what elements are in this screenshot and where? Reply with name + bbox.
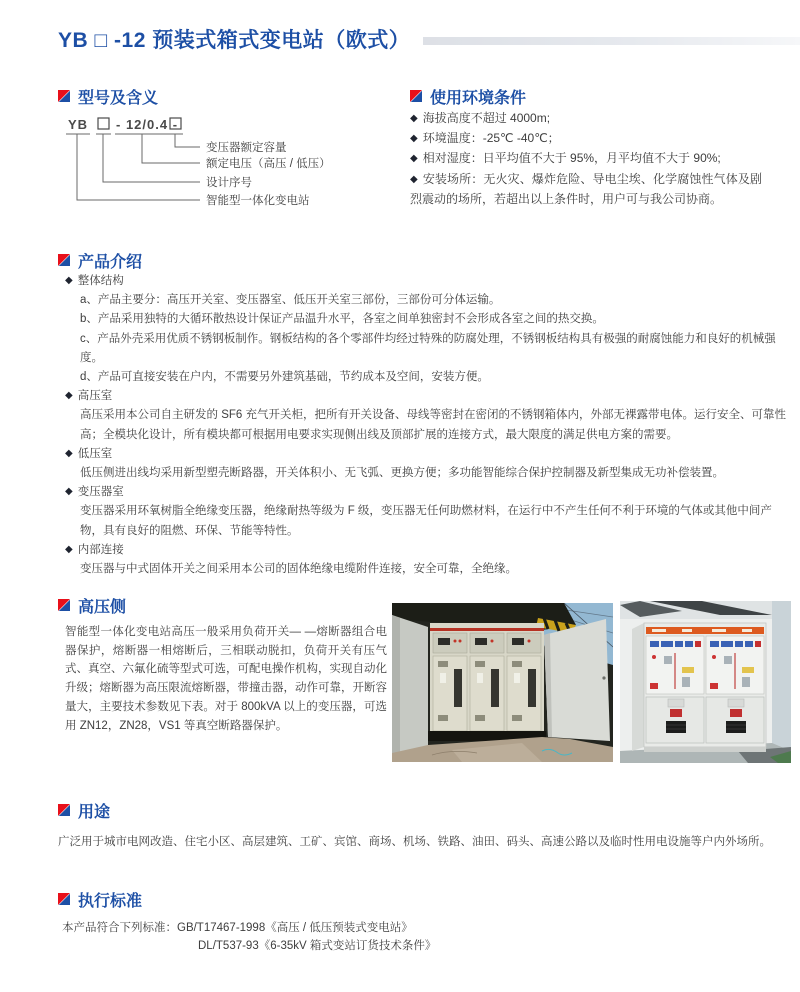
intro-group-title: ◆ 低压室 [65, 447, 113, 460]
diamond-bullet-icon: ◆ [65, 543, 73, 555]
section-marker-icon [58, 893, 70, 905]
diamond-bullet-icon: ◆ [410, 173, 418, 185]
intro-line: a、产品主要分：高压开关室、变压器室、低压开关室三部份，三部份可分体运输。 [80, 294, 501, 307]
model-label: 额定电压（高压 / 低压） [206, 158, 331, 170]
diamond-bullet-icon: ◆ [410, 153, 418, 165]
intro-line: 变压器与中式固体开关之间采用本公司的固体绝缘电缆附件连接，安全可靠，全绝缘。 [80, 563, 517, 576]
intro-group-title: ◆ 高压室 [65, 390, 113, 403]
section-title: 使用环境条件 [430, 89, 527, 107]
list-item [410, 109, 796, 129]
section-marker-icon [58, 804, 70, 816]
model-connectors [77, 134, 200, 200]
intro-line: c、产品外壳采用优质不锈钢板制作。钢板结构的各个零部件均经过特殊的防腐处理，不锈钢板结构具有极强的耐腐蚀能力和良好的机械强度。 [80, 332, 776, 364]
intro-group-title: ◆ 整体结构 [65, 275, 124, 287]
standards-line: 本产品符合下列标准：GB/T17467-1998《高压 / 低压预装式变电站》 [62, 922, 413, 934]
intro-line: 高压采用本公司自主研发的 SF6 充气开关柜，把所有开关设备、母线等密封在密闭的不锈钢箱体内，外部无裸露带电体。运行安全、可靠性高；全模块化设计，所有模块都可根据用电要求实现侧出线及顶部扩展的连接方式，最大限度的满足供电方案的需要。 [80, 409, 786, 441]
section-title: 产品介绍 [78, 253, 143, 271]
list-item-text: 环境温度：-25℃ -40℃； [422, 131, 560, 146]
title-decor-bar [423, 37, 800, 45]
diamond-bullet-icon: ◆ [65, 486, 73, 498]
list-item [410, 129, 796, 149]
list-item-text: 相对湿度：日平均值不大于 95%，月平均值不大于 90%; [422, 151, 721, 166]
page-title: YB □ -12 预装式箱式变电站（欧式） [58, 29, 411, 52]
section-title: 型号及含义 [78, 89, 159, 107]
diamond-bullet-icon: ◆ [65, 390, 73, 402]
section-marker-icon [58, 254, 70, 266]
list-item [410, 149, 796, 169]
intro-line: b、产品采用独特的大循环散热设计保证产品温升水平，各室之间单独密封不会形成各室之间的热交换。 [80, 313, 604, 326]
environment-conditions-list [410, 109, 796, 209]
intro-line: d、产品可直接安装在户内，不需要另外建筑基础，节约成本及空间，安装方便。 [80, 371, 489, 384]
section-heading-hv-side [58, 595, 126, 615]
section-heading-standards [58, 889, 142, 909]
model-label: 智能型一体化变电站 [206, 195, 310, 207]
list-item-text: 安装场所：无火灾、爆炸危险、导电尘埃、化学腐蚀性气体及剧烈震动的场所，若超出以上条件时，用户可与我公司协商。 [410, 171, 762, 206]
section-heading-model [58, 86, 158, 106]
section-heading-environment [410, 86, 526, 106]
list-item-text: 海拔高度不超过 4000m; [422, 111, 551, 125]
hv-switchgear-cabinet-photo [620, 601, 791, 763]
standards-line: DL/T537-93《6-35kV 箱式变站订货技术条件》 [198, 940, 437, 952]
diamond-bullet-icon: ◆ [410, 113, 418, 124]
section-title: 执行标准 [78, 892, 143, 910]
model-label: 设计序号 [206, 177, 252, 189]
section-heading-usage [58, 800, 110, 820]
hv-side-paragraph: 智能型一体化变电站高压一般采用负荷开关— —熔断器组合电器保护，熔断器一相熔断后，三相联动脱扣，负荷开关有压气式、真空、六氟化硫等型式可选，可配电操作机构，实现自动化升级；熔断器为高压限流熔断器，带撞击器，动作可靠，开断容量大，主要技术参数见下表。对于 800kVA 以上的变压器，可选用 ZN12，ZN28，VS1 等真空断路器保护。 [65, 626, 387, 732]
intro-group-title: ◆ 变压器室 [65, 486, 124, 499]
diamond-bullet-icon: ◆ [65, 275, 73, 286]
section-marker-icon [410, 90, 422, 102]
section-marker-icon [58, 599, 70, 611]
diamond-bullet-icon: ◆ [410, 133, 418, 145]
model-code-prefix: YB [68, 117, 89, 132]
model-box-icon [98, 118, 109, 129]
product-intro-content [58, 272, 793, 579]
intro-line: 低压侧进出线均采用新型塑壳断路器，开关体积小、无飞弧、更换方便；多功能智能综合保护控制器及新型集成无功补偿装置。 [80, 467, 724, 480]
model-designation-diagram [60, 110, 400, 218]
intro-line: 变压器采用环氧树脂全绝缘变压器，绝缘耐热等级为 F 级，变压器无任何助燃材料，在运行中不产生任何不利于环境的气体或其他中间产物，具有良好的阻燃、环保、节能等特性。 [80, 505, 772, 537]
intro-group-title: ◆ 内部连接 [65, 543, 124, 556]
open-box-substation-photo [392, 603, 613, 762]
section-title: 用途 [78, 803, 111, 821]
section-heading-intro [58, 250, 142, 270]
section-title: 高压侧 [78, 598, 127, 616]
model-code-mid: - 12/0.4 - [116, 117, 179, 132]
usage-paragraph: 广泛用于城市电网改造、住宅小区、高层建筑、工矿、宾馆、商场、机场、铁路、油田、码头、高速公路以及临时性用电设施等户内外场所。 [58, 836, 771, 848]
list-item [410, 170, 762, 209]
model-label: 变压器额定容量 [206, 142, 287, 154]
diamond-bullet-icon: ◆ [65, 447, 73, 459]
section-marker-icon [58, 90, 70, 102]
